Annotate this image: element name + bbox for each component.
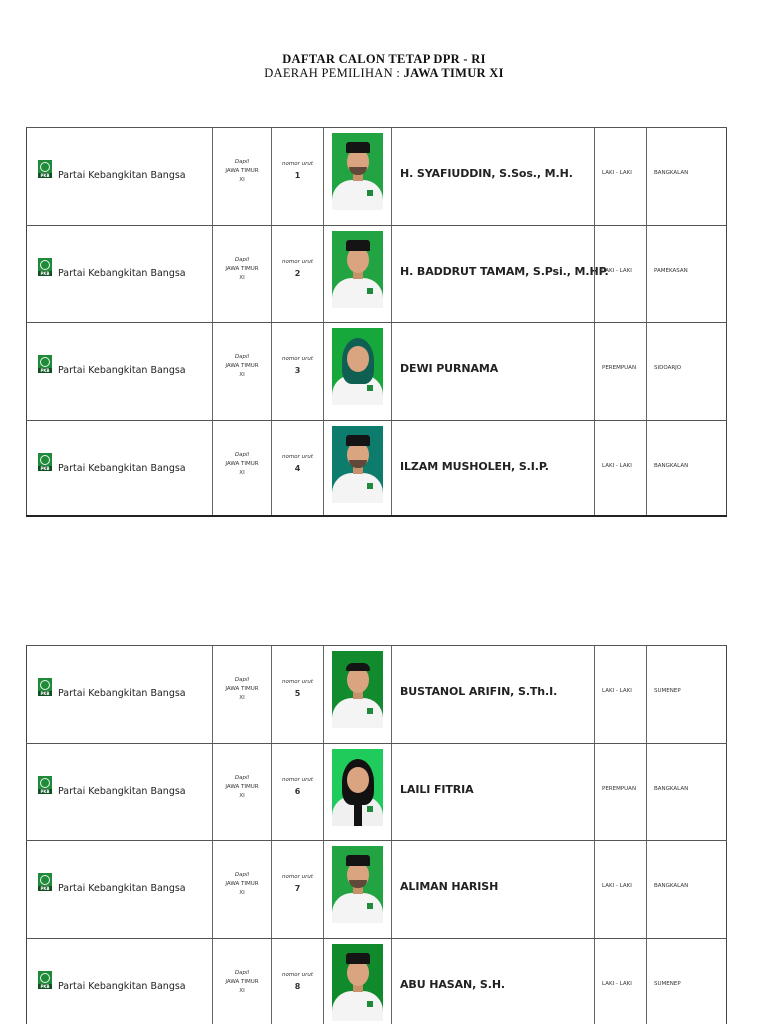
candidate-row: [26, 743, 727, 841]
dapil-number: XI: [239, 274, 245, 281]
party-cell: [26, 744, 212, 841]
candidate-photo: [332, 846, 383, 923]
party-cell: [26, 646, 212, 743]
party-name: Partai Kebangkitan Bangsa: [58, 688, 186, 699]
dapil-region: JAWA TIMUR: [225, 168, 259, 174]
photo-cell: [323, 841, 391, 938]
dapil-cell: [212, 128, 271, 225]
candidate-number: 2: [294, 268, 301, 278]
party-name: Partai Kebangkitan Bangsa: [58, 170, 186, 181]
dapil-region: JAWA TIMUR: [225, 363, 259, 369]
pkb-logo-icon: PKB: [38, 355, 52, 373]
candidate-city: SUMENEP: [654, 688, 681, 694]
city-cell: [646, 841, 727, 938]
city-cell: [646, 939, 727, 1024]
nomor-urut-label: nomor urut: [282, 453, 313, 460]
dapil-label: Dapil: [234, 451, 250, 458]
candidate-gender: LAKI - LAKI: [602, 462, 632, 469]
dapil-number: XI: [239, 987, 245, 994]
photo-cell: [323, 939, 391, 1024]
document-subtitle: [0, 66, 768, 81]
name-cell: [391, 744, 594, 841]
name-cell: [391, 646, 594, 743]
candidate-number: 5: [294, 689, 301, 698]
city-cell: [646, 128, 727, 225]
party-cell: [26, 226, 212, 323]
candidate-gender: LAKI - LAKI: [602, 980, 632, 987]
number-cell: [271, 939, 323, 1024]
subtitle-region: JAWA TIMUR XI: [403, 66, 504, 80]
party-cell: [26, 421, 212, 516]
dapil-number: XI: [239, 792, 245, 799]
pkb-logo-icon: PKB: [38, 776, 52, 794]
dapil-number: XI: [239, 177, 245, 183]
city-cell: [646, 744, 727, 841]
gender-cell: [594, 421, 646, 516]
pkb-logo-icon: PKB: [38, 453, 52, 471]
name-cell: [391, 421, 594, 516]
gender-cell: [594, 939, 646, 1024]
candidate-name: BUSTANOL ARIFIN, S.Th.I.: [400, 685, 558, 698]
pkb-logo-icon: PKB: [38, 873, 52, 891]
photo-cell: [323, 421, 391, 516]
dapil-number: XI: [239, 695, 245, 701]
city-cell: [646, 323, 727, 420]
city-cell: [646, 646, 727, 743]
candidate-city: BANGKALAN: [654, 883, 689, 889]
dapil-cell: [212, 323, 271, 420]
candidate-photo: [332, 133, 383, 210]
number-cell: [271, 226, 323, 323]
candidate-city: SIDOARJO: [654, 365, 682, 371]
candidate-number: 6: [294, 786, 301, 796]
candidate-city: BANGKALAN: [654, 462, 689, 469]
gender-cell: [594, 128, 646, 225]
name-cell: [391, 939, 594, 1024]
gender-cell: [594, 226, 646, 323]
photo-cell: [323, 744, 391, 841]
photo-cell: [323, 128, 391, 225]
city-cell: [646, 226, 727, 323]
nomor-urut-label: nomor urut: [282, 874, 313, 880]
document-title: DAFTAR CALON TETAP DPR - RI: [282, 52, 486, 66]
dapil-cell: [212, 939, 271, 1024]
nomor-urut-label: nomor urut: [282, 679, 313, 685]
candidate-table-2: [26, 645, 727, 1024]
candidate-name: H. SYAFIUDDIN, S.Sos., M.H.: [400, 167, 573, 180]
dapil-label: Dapil: [234, 969, 250, 976]
name-cell: [391, 841, 594, 938]
candidate-table-1: [26, 127, 727, 517]
number-cell: [271, 646, 323, 743]
candidate-gender: LAKI - LAKI: [602, 688, 632, 694]
number-cell: [271, 841, 323, 938]
candidate-gender: PEREMPUAN: [602, 365, 637, 371]
dapil-label: Dapil: [234, 677, 250, 683]
dapil-label: Dapil: [234, 774, 250, 781]
dapil-cell: [212, 226, 271, 323]
gender-cell: [594, 646, 646, 743]
candidate-gender: LAKI - LAKI: [602, 883, 632, 889]
candidate-name: ILZAM MUSHOLEH, S.I.P.: [400, 459, 549, 473]
dapil-region: JAWA TIMUR: [225, 783, 259, 790]
party-cell: [26, 841, 212, 938]
candidate-photo: [332, 651, 383, 728]
gender-cell: [594, 841, 646, 938]
dapil-region: JAWA TIMUR: [225, 460, 259, 467]
number-cell: [271, 744, 323, 841]
name-cell: [391, 226, 609, 323]
dapil-region: JAWA TIMUR: [225, 686, 259, 692]
dapil-number: XI: [239, 372, 245, 378]
party-cell: [26, 323, 212, 420]
dapil-region: JAWA TIMUR: [225, 265, 259, 272]
candidate-photo: [332, 231, 383, 308]
nomor-urut-label: nomor urut: [282, 971, 313, 978]
document-header: [0, 52, 768, 81]
candidate-name: ABU HASAN, S.H.: [400, 977, 506, 991]
candidate-photo: [332, 944, 383, 1021]
candidate-city: PAMEKASAN: [654, 267, 688, 274]
candidate-photo: [332, 328, 383, 405]
dapil-label: Dapil: [234, 354, 250, 360]
candidate-row: [26, 645, 727, 743]
dapil-label: Dapil: [234, 256, 250, 263]
candidate-city: SUMENEP: [654, 980, 681, 987]
number-cell: [271, 323, 323, 420]
dapil-cell: [212, 421, 271, 516]
dapil-number: XI: [239, 469, 245, 476]
candidate-row: [26, 127, 727, 225]
photo-cell: [323, 226, 391, 323]
candidate-name: DEWI PURNAMA: [400, 362, 499, 375]
candidate-row: [26, 938, 727, 1024]
dapil-region: JAWA TIMUR: [225, 978, 259, 985]
nomor-urut-label: nomor urut: [282, 258, 313, 265]
party-cell: [26, 939, 212, 1024]
party-name: Partai Kebangkitan Bangsa: [58, 365, 186, 376]
nomor-urut-label: nomor urut: [282, 776, 313, 783]
name-cell: [391, 323, 594, 420]
candidate-number: 4: [294, 463, 301, 473]
number-cell: [271, 421, 323, 516]
party-cell: [26, 128, 212, 225]
candidate-photo: [332, 749, 383, 826]
candidate-city: BANGKALAN: [654, 170, 689, 176]
candidate-name: LAILI FITRIA: [400, 782, 474, 796]
party-name: Partai Kebangkitan Bangsa: [58, 883, 186, 894]
candidate-number: 8: [294, 981, 301, 991]
candidate-row: [26, 225, 727, 323]
candidate-row: [26, 322, 727, 420]
candidate-number: 3: [294, 366, 301, 375]
candidate-number: 7: [294, 884, 301, 893]
gender-cell: [594, 323, 646, 420]
candidate-photo: [332, 426, 383, 503]
candidate-gender: LAKI - LAKI: [602, 170, 632, 176]
gender-cell: [594, 744, 646, 841]
candidate-row: [26, 840, 727, 938]
pkb-logo-icon: PKB: [38, 678, 52, 696]
candidate-row: [26, 420, 727, 518]
pkb-logo-icon: PKB: [38, 258, 52, 276]
party-name: Partai Kebangkitan Bangsa: [58, 462, 186, 474]
party-name: Partai Kebangkitan Bangsa: [58, 980, 186, 992]
dapil-label: Dapil: [234, 159, 250, 165]
party-name: Partai Kebangkitan Bangsa: [58, 785, 186, 797]
party-name: Partai Kebangkitan Bangsa: [58, 267, 186, 279]
candidate-gender: LAKI - LAKI: [602, 267, 632, 274]
dapil-cell: [212, 646, 271, 743]
pkb-logo-icon: PKB: [38, 971, 52, 989]
dapil-label: Dapil: [234, 872, 250, 878]
city-cell: [646, 421, 727, 516]
subtitle-prefix: DAERAH PEMILIHAN :: [264, 66, 401, 80]
candidate-name: H. BADDRUT TAMAM, S.Psi., M.HP.: [400, 264, 609, 278]
photo-cell: [323, 646, 391, 743]
dapil-cell: [212, 841, 271, 938]
nomor-urut-label: nomor urut: [282, 161, 313, 167]
name-cell: [391, 128, 594, 225]
number-cell: [271, 128, 323, 225]
photo-cell: [323, 323, 391, 420]
pkb-logo-icon: PKB: [38, 160, 52, 178]
candidate-name: ALIMAN HARISH: [400, 880, 499, 893]
candidate-number: 1: [294, 171, 301, 180]
dapil-region: JAWA TIMUR: [225, 881, 259, 887]
candidate-gender: PEREMPUAN: [602, 785, 637, 792]
dapil-number: XI: [239, 890, 245, 896]
nomor-urut-label: nomor urut: [282, 356, 313, 362]
dapil-cell: [212, 744, 271, 841]
candidate-city: BANGKALAN: [654, 785, 689, 792]
